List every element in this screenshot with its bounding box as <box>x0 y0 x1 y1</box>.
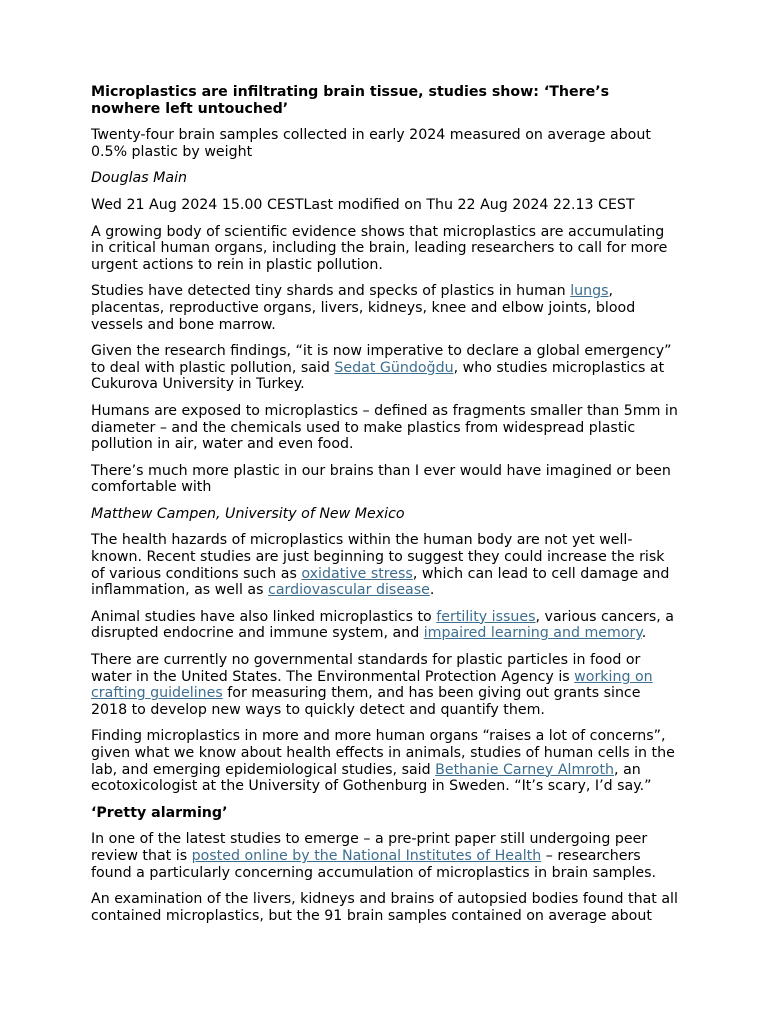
text-span: , which can lead to cell damage and inflammation, as well as <box>91 565 670 599</box>
paragraph-3 <box>91 343 681 393</box>
standfirst: Twenty-four brain samples collected in early 2024 measured on average about 0.5% plastic by weight <box>91 127 651 160</box>
text-span: The health hazards of microplastics within the human body are not yet well-known. Recent studies are just beginning to suggest they could increase the risk of various conditions such as <box>91 532 665 582</box>
pull-quote: There’s much more plastic in our brains than I ever would have imagined or been comfortable with <box>91 462 671 496</box>
link-bethanie-carney-almroth[interactable]: Bethanie Carney Almroth <box>435 761 615 778</box>
link-fertility-issues[interactable]: fertility issues <box>436 608 536 625</box>
text-span: , placentas, reproductive organs, livers, kidneys, knee and elbow joints, blood vessels and bone marrow. <box>91 283 636 333</box>
text-span: . <box>429 582 435 599</box>
article <box>91 84 681 934</box>
article-title: Microplastics are infiltrating brain tissue, studies show: ‘There’s nowhere left untouched’ <box>91 84 610 117</box>
text-span: , who studies microplastics at Cukurova University in Turkey. <box>91 359 665 393</box>
paragraph-8 <box>91 728 681 794</box>
link-oxidative-stress[interactable]: oxidative stress <box>301 565 413 582</box>
dateline: Wed 21 Aug 2024 15.00 CESTLast modified on Thu 22 Aug 2024 22.13 CEST <box>91 196 635 213</box>
paragraph-10: An examination of the livers, kidneys and brains of autopsied bodies found that all contained microplastics, but the 91 brain samples contained on average about <box>91 891 678 924</box>
text-span: for measuring them, and has been giving out grants since 2018 to develop new ways to quickly detect and quantify them. <box>91 685 641 718</box>
link-sedat-gundogdu[interactable]: Sedat Gündoğdu <box>334 359 454 376</box>
text-span: – researchers found a particularly concerning accumulation of microplastics in brain samples. <box>91 847 657 881</box>
paragraph-6 <box>91 609 681 642</box>
text-span: Animal studies have also linked microplastics to <box>91 608 437 625</box>
link-nih-preprint[interactable]: posted online by the National Institutes of Health <box>191 847 542 864</box>
text-span: Finding microplastics in more and more human organs “raises a lot of concerns”, given what we know about health effects in animals, studies of human cells in the lab, and emerging epidemiological studies, said <box>91 728 675 778</box>
paragraph-7 <box>91 652 681 718</box>
link-impaired-learning[interactable]: impaired learning and memory <box>423 625 642 642</box>
text-span: There are currently no governmental standards for plastic particles in food or water in the United States. The Environmental Protection Agency is <box>91 652 641 685</box>
text-span: . <box>641 625 647 642</box>
text-span: Studies have detected tiny shards and specks of plastics in human <box>91 283 571 300</box>
text-span: , various cancers, a disrupted endocrine and immune system, and <box>91 608 674 642</box>
byline: Douglas Main <box>91 170 188 187</box>
text-span: Given the research findings, “it is now imperative to declare a global emergency” to deal with plastic pollution, said <box>91 343 672 376</box>
paragraph-1: A growing body of scientific evidence shows that microplastics are accumulating in critical human organs, including the brain, leading researchers to call for more urgent actions to rein in plastic pollution. <box>91 223 668 273</box>
link-epa-guidelines[interactable]: working on crafting guidelines <box>91 668 653 702</box>
text-span: , an ecotoxicologist at the University of Gothenburg in Sweden. “It’s scary, I’d say.” <box>91 761 652 795</box>
paragraph-9 <box>91 831 681 881</box>
paragraph-4: Humans are exposed to microplastics – defined as fragments smaller than 5mm in diameter – and the chemicals used to make plastics from widespread plastic pollution in air, water and even food. <box>91 402 678 453</box>
text-span: In one of the latest studies to emerge – a pre-print paper still undergoing peer review that is <box>91 831 648 864</box>
quote-attribution: Matthew Campen, University of New Mexico <box>91 505 405 522</box>
link-lungs[interactable]: lungs <box>570 283 609 300</box>
link-cardiovascular-disease[interactable]: cardiovascular disease <box>268 582 430 599</box>
paragraph-5 <box>91 532 681 598</box>
subheading: ‘Pretty alarming’ <box>91 804 228 821</box>
paragraph-2 <box>91 283 681 333</box>
